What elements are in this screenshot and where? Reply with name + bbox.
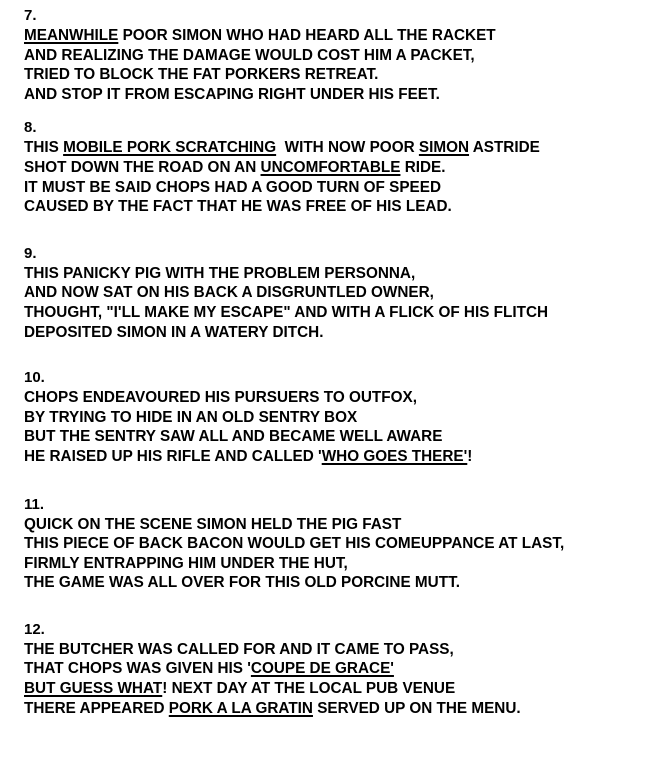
- line-text: BUT THE SENTRY SAW ALL AND BECAME WELL AWARE: [24, 428, 443, 446]
- line-text: DEPOSITED SIMON IN A WATERY DITCH.: [24, 323, 324, 341]
- line-text: THOUGHT, "I'LL MAKE MY ESCAPE" AND WITH A FLICK OF HIS FLITCH: [24, 303, 549, 321]
- verse-spacer: [24, 593, 644, 620]
- line-text: ASTRIDE: [469, 139, 540, 157]
- line-text: IT MUST BE SAID CHOPS HAD A GOOD TURN OF SPEED: [24, 178, 442, 196]
- verse-line: [24, 427, 644, 447]
- line-text: CAUSED BY THE FACT THAT HE WAS FREE OF HIS LEAD.: [24, 198, 452, 216]
- line-text: WITH NOW POOR: [276, 139, 419, 157]
- verse-line: [24, 679, 644, 699]
- underlined-text: COUPE DE GRACE': [250, 660, 394, 678]
- line-text: HE RAISED UP HIS RIFLE AND CALLED ': [24, 447, 322, 465]
- line-text: TRIED TO BLOCK THE FAT PORKERS RETREAT.: [24, 66, 379, 84]
- verse-line: [24, 303, 644, 323]
- verse-line: [24, 158, 644, 178]
- verse-line: [24, 408, 644, 428]
- verse-line: [24, 138, 644, 158]
- verse-spacer: [24, 104, 644, 118]
- verse-line: [24, 323, 644, 343]
- line-text: THE BUTCHER WAS CALLED FOR AND IT CAME TO PASS,: [24, 640, 454, 658]
- verse-7: [24, 6, 644, 104]
- verse-number: 7.: [24, 7, 37, 24]
- verse-11: [24, 495, 644, 593]
- verse-line: [24, 178, 644, 198]
- verse-line: [24, 659, 644, 679]
- underlined-text: SIMON: [418, 139, 470, 157]
- line-text: AND REALIZING THE DAMAGE WOULD COST HIM A PACKET,: [24, 46, 475, 64]
- underlined-text: ,: [410, 264, 416, 282]
- verse-line: [24, 640, 644, 660]
- verse-spacer: [24, 217, 644, 244]
- line-text: !: [467, 447, 473, 465]
- verse-number: 9.: [24, 244, 37, 262]
- line-text: SHOT DOWN THE ROAD ON AN: [24, 158, 261, 176]
- verse-line: [24, 573, 644, 593]
- verse-line: [24, 26, 644, 46]
- line-text: THE GAME WAS ALL OVER FOR THIS OLD PORCINE MUTT.: [24, 574, 460, 592]
- verse-8: [24, 118, 644, 216]
- verse-line: [24, 264, 644, 284]
- verse-line: [24, 65, 644, 85]
- verse-line: [24, 699, 644, 719]
- verse-number: 8.: [24, 119, 37, 137]
- line-text: AND NOW SAT ON HIS BACK A DISGRUNTLED OWNER,: [24, 284, 434, 302]
- line-text: BY TRYING TO HIDE IN AN OLD SENTRY BOX: [24, 408, 358, 426]
- verse-12: [24, 620, 644, 718]
- line-text: THAT CHOPS WAS GIVEN HIS ': [24, 660, 251, 678]
- line-text: THIS PIECE OF BACK BACON WOULD GET HIS COMEUPPANCE AT LAST,: [24, 535, 565, 553]
- line-text: ! NEXT DAY AT THE LOCAL PUB VENUE: [162, 680, 456, 698]
- line-text: THIS PANICKY PIG WITH THE PROBLEM PERSONNA: [24, 264, 411, 282]
- verse-line: [24, 46, 644, 66]
- verse-line: [24, 283, 644, 303]
- verse-number: 11.: [24, 495, 45, 513]
- underlined-text: UNCOMFORTABLE: [260, 158, 401, 176]
- verse-10: [24, 368, 644, 466]
- line-text: RIDE.: [400, 158, 446, 176]
- verse-number: 12.: [24, 620, 45, 638]
- verse-line: [24, 534, 644, 554]
- verse-line: [24, 388, 644, 408]
- line-text: POOR SIMON WHO HAD HEARD ALL THE RACKET: [118, 27, 496, 44]
- underlined-text: WHO GOES THERE': [321, 447, 468, 465]
- verse-line: [24, 554, 644, 574]
- underlined-text: BUT GUESS WHAT: [24, 680, 163, 698]
- line-text: QUICK ON THE SCENE SIMON HELD THE PIG FAST: [24, 515, 402, 533]
- verse-spacer: [24, 342, 644, 368]
- line-text: FIRMLY ENTRAPPING HIM UNDER THE HUT,: [24, 554, 348, 572]
- line-text: CHOPS ENDEAVOURED HIS PURSUERS TO OUTFOX,: [24, 389, 417, 407]
- verse-9: [24, 244, 644, 342]
- verse-line: [24, 515, 644, 535]
- verse-spacer: [24, 467, 644, 495]
- line-text: AND STOP IT FROM ESCAPING RIGHT UNDER HIS FEET.: [24, 85, 440, 103]
- underlined-text: MOBILE PORK SCRATCHING: [63, 139, 277, 157]
- underlined-text: PORK A LA GRATIN: [168, 699, 313, 717]
- line-text: THERE APPEARED: [24, 699, 169, 717]
- verse-line: [24, 197, 644, 217]
- line-text: SERVED UP ON THE MENU.: [312, 699, 521, 717]
- underlined-text: MEANWHILE: [24, 27, 119, 44]
- verse-number: 10.: [24, 369, 45, 387]
- poem-document: [24, 6, 644, 718]
- verse-line: [24, 447, 644, 467]
- verse-line: [24, 85, 644, 105]
- line-text: THIS: [24, 139, 64, 157]
